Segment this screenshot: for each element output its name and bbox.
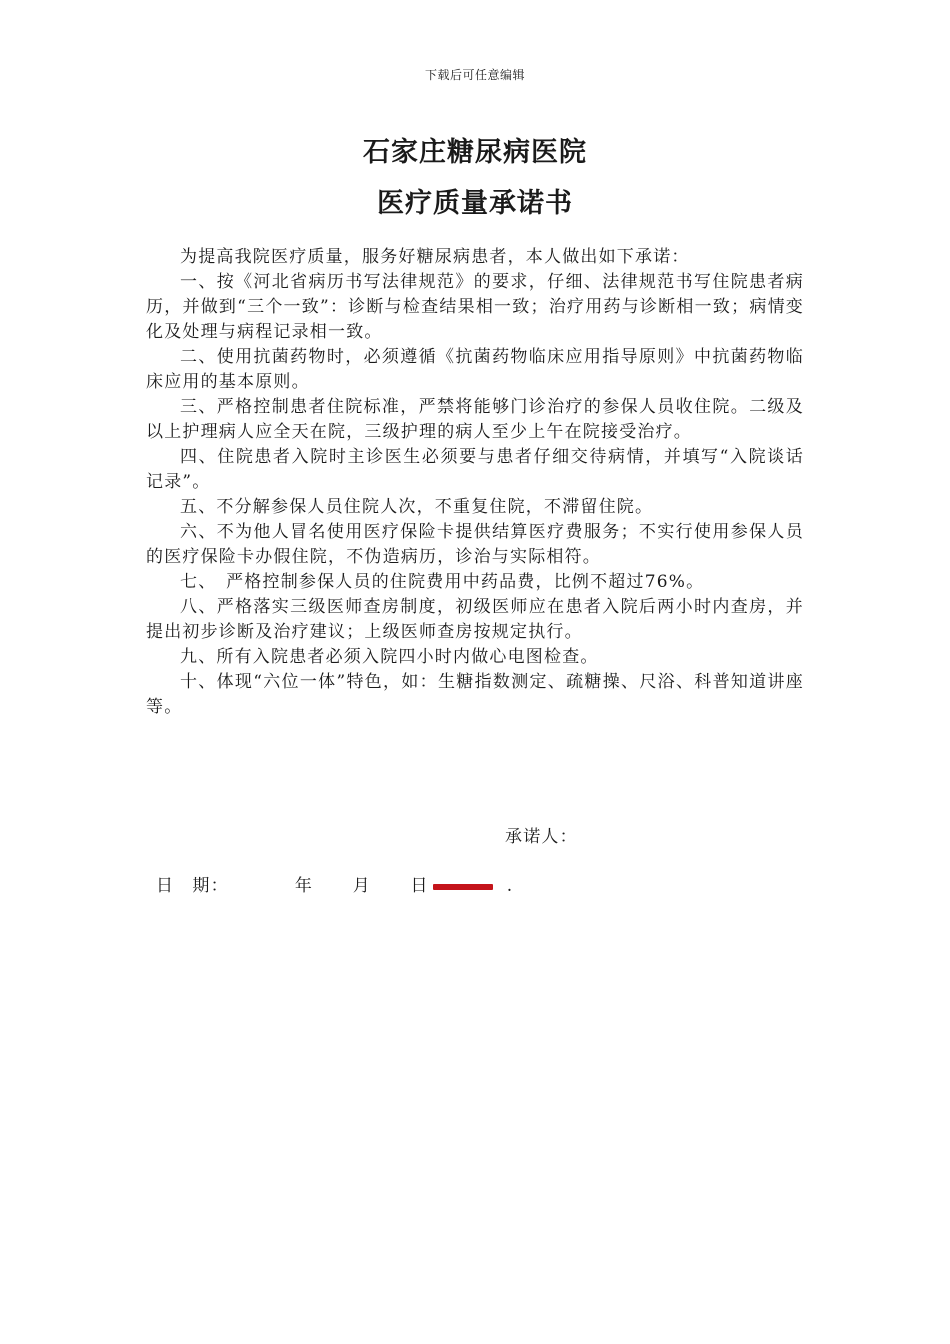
document-title-hospital: 石家庄糖尿病医院 [363,137,587,168]
document-title-pledge: 医疗质量承诺书 [377,188,573,219]
pledge-item-3: 三、严格控制患者住院标准，严禁将能够门诊治疗的参保人员收住院。二级及以上护理病人应全天在院，三级护理的病人至少上午在院接受治疗。 [146,397,804,442]
date-day: 日 [410,876,429,896]
pledge-item-7: 七、 严格控制参保人员的住院费用中药品费，比例不超过76%。 [180,572,705,592]
pledge-body [146,245,804,720]
pledge-item-2: 二、使用抗菌药物时，必须遵循《抗菌药物临床应用指导原则》中抗菌药物临床应用的基本原则。 [146,347,804,392]
pledge-item-9: 九、所有入院患者必须入院四小时内做心电图检查。 [180,647,599,667]
date-label: 日 期： [156,876,229,896]
pledge-item-1: 一、按《河北省病历书写法律规范》的要求，仔细、法律规范书写住院患者病历，并做到“三个一致”：诊断与检查结果相一致；治疗用药与诊断相一致；病情变化及处理与病程记录相一致。 [146,272,804,342]
date-end-mark: . [506,876,514,896]
pledge-item-4: 四、住院患者入院时主诊医生必须要与患者仔细交待病情，并填写“入院谈话记录”。 [146,447,804,492]
signer-label: 承诺人： [505,827,578,847]
pledge-item-5: 五、不分解参保人员住院人次，不重复住院，不滞留住院。 [180,497,654,517]
pledge-item-6: 六、不为他人冒名使用医疗保险卡提供结算医疗费服务；不实行使用参保人员的医疗保险卡办假住院，不伪造病历，诊治与实际相符。 [146,522,804,567]
date-month: 月 [352,876,371,896]
red-redaction-mark [433,884,493,890]
pledge-item-10: 十、体现“六位一体”特色，如：生糖指数测定、疏糖操、尺浴、科普知道讲座等。 [146,672,804,717]
header-note: 下载后可任意编辑 [424,68,525,82]
date-year: 年 [294,876,314,896]
intro-paragraph: 为提高我院医疗质量，服务好糖尿病患者，本人做出如下承诺： [180,247,690,267]
pledge-item-8: 八、严格落实三级医师查房制度，初级医师应在患者入院后两小时内查房，并提出初步诊断及治疗建议；上级医师查房按规定执行。 [146,597,804,642]
date-line [156,871,513,896]
